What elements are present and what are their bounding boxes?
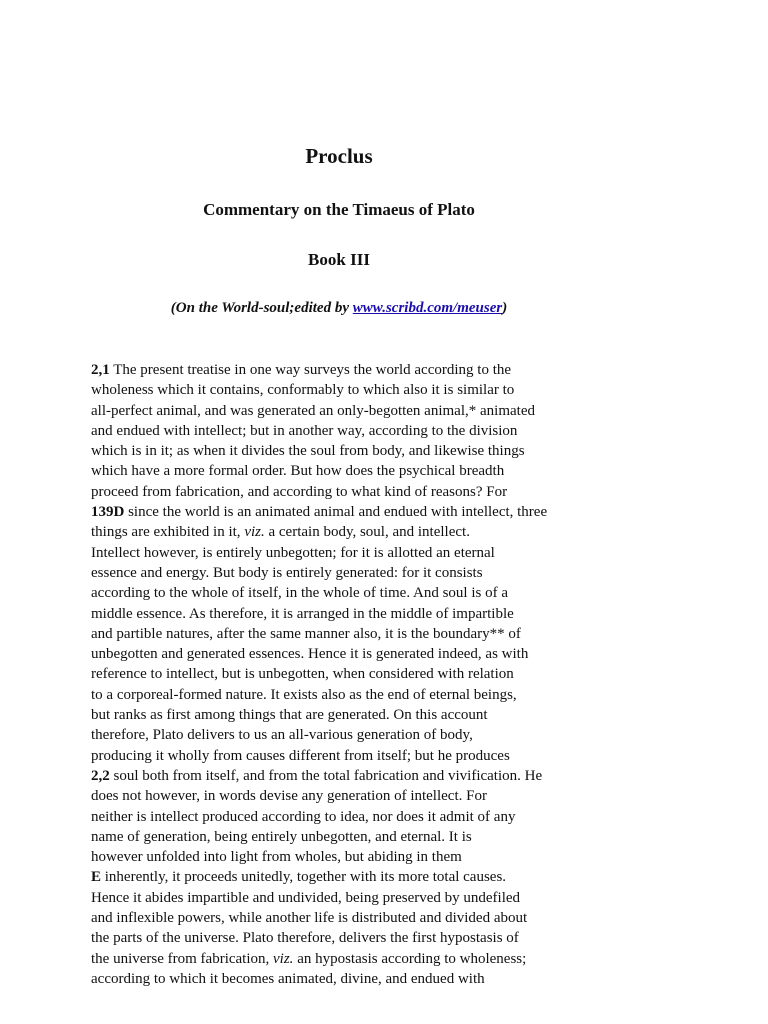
text-segment: which is in it; as when it divides the soul from body, and likewise things [91,443,525,460]
text-line [91,644,611,664]
text-segment: does not however, in words devise any generation of intellect. For [91,788,487,805]
text-segment: to a corporeal-formed nature. It exists also as the end of eternal beings, [91,686,517,703]
text-line [91,827,611,847]
text-segment: things are exhibited in it, [91,524,245,541]
text-line [91,746,611,766]
text-segment: since the world is an animated animal and endued with intellect, three [124,504,548,521]
text-line [91,807,611,827]
text-segment: unbegotten and generated essences. Hence it is generated indeed, as with [91,646,529,663]
text-line [91,786,611,806]
text-segment: soul both from itself, and from the total fabrication and vivification. He [109,767,543,784]
text-segment: the universe from fabrication, [91,950,274,967]
text-line [91,441,611,461]
section-reference: 2,2 [91,767,110,784]
editor-link[interactable]: www.scribd.com/meuser [352,300,503,316]
text-line [91,867,611,887]
text-segment: producing it wholly from causes different from itself; but he produces [91,747,510,764]
text-line [91,949,611,969]
text-line [91,461,611,481]
text-segment: but ranks as first among things that are generated. On this account [91,707,488,724]
text-line [91,522,611,542]
text-segment: middle essence. As therefore, it is arranged in the middle of impartible [91,605,514,622]
text-segment: therefore, Plato delivers to us an all-various generation of body, [91,727,473,744]
text-segment: a certain body, soul, and intellect. [264,524,470,541]
document-title: Proclus [305,144,373,168]
text-line [91,543,611,563]
text-segment: Intellect however, is entirely unbegotten; for it is allotted an eternal [91,544,495,561]
text-segment: which have a more formal order. But how does the psychical breadth [91,463,505,480]
section-reference: 139D [91,504,125,521]
text-line [91,908,611,928]
text-segment: Hence it abides impartible and undivided, being preserved by undefiled [91,889,521,906]
text-line [91,766,611,786]
text-segment: all-perfect animal, and was generated an only-begotten animal,* animated [91,402,535,419]
text-line [91,360,611,380]
editor-note [0,300,678,317]
text-line [91,685,611,705]
text-segment: however unfolded into light from wholes, but abiding in them [91,849,462,866]
text-segment: wholeness which it contains, conformably to which also it is similar to [91,382,515,399]
text-line [91,482,611,502]
italic-text: viz. [273,950,294,967]
document-subtitle: Commentary on the Timaeus of Plato [203,200,475,219]
text-line [91,583,611,603]
text-segment: and partible natures, after the same manner also, it is the boundary** of [91,625,521,642]
editor-note-prefix: (On the World-soul;edited by [170,300,353,316]
text-segment: The present treatise in one way surveys the world according to the [109,362,512,378]
text-line [91,705,611,725]
text-segment: according to the whole of itself, in the whole of time. And soul is of a [91,585,508,602]
book-heading: Book III [308,250,370,269]
section-reference: 2,1 [91,362,110,378]
text-segment: neither is intellect produced according to idea, nor does it admit of any [91,808,516,825]
text-line [91,928,611,948]
text-line [91,847,611,867]
text-segment: the parts of the universe. Plato therefore, delivers the first hypostasis of [91,930,519,947]
text-line [91,401,611,421]
text-line [91,969,611,989]
body-text [91,360,611,989]
text-segment: and inflexible powers, while another life is distributed and divided about [91,910,528,927]
text-line [91,502,611,522]
text-line [91,563,611,583]
text-segment: name of generation, being entirely unbegotten, and eternal. It is [91,828,472,845]
text-segment: according to which it becomes animated, divine, and endued with [91,970,485,987]
text-segment: proceed from fabrication, and according to what kind of reasons? For [91,483,508,500]
italic-text: viz. [244,524,265,541]
text-segment: and endued with intellect; but in another way, according to the division [91,422,518,439]
text-segment: reference to intellect, but is unbegotten, when considered with relation [91,666,514,683]
editor-note-suffix: ) [502,300,508,316]
text-line [91,664,611,684]
text-segment: inherently, it proceeds unitedly, together with its more total causes. [101,869,507,886]
text-line [91,624,611,644]
text-line [91,888,611,908]
text-segment: essence and energy. But body is entirely generated: for it consists [91,564,483,581]
text-line [91,725,611,745]
text-line [91,421,611,441]
text-segment: an hypostasis according to wholeness; [293,950,527,967]
text-line [91,604,611,624]
section-reference: E [91,869,102,886]
text-line [91,380,611,400]
